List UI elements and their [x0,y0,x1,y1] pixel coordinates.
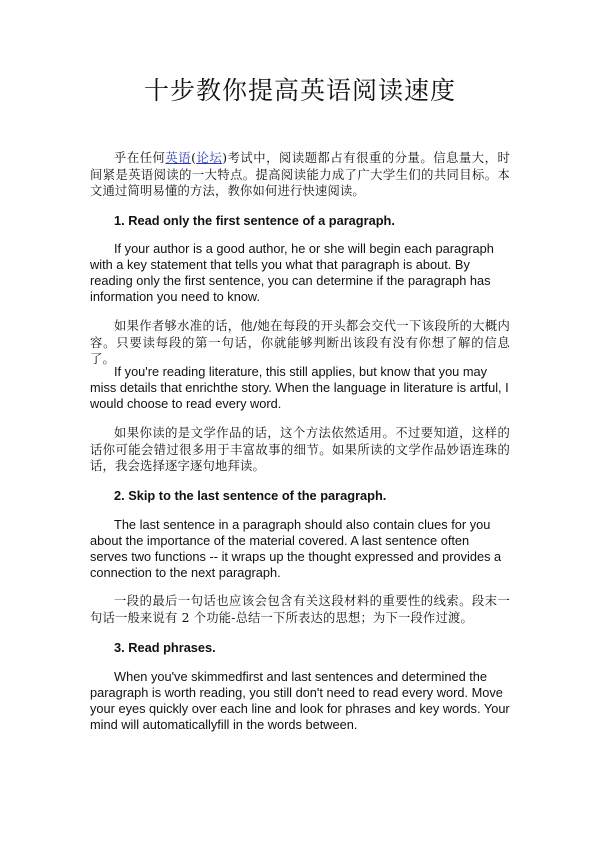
english-link[interactable]: 英语 [165,151,192,165]
section-2-paragraph-1: The last sentence in a paragraph should also contain clues for you about the importance of the material covered. A last sentence often serves two functions -- it wraps up the thought expressed and provides a connection to the next paragraph. [90,517,502,580]
section-2-paragraph-2: 一段的最后一句话也应该会包含有关这段材料的重要性的线索。段末一句话一般来说有 2 个功能-总结一下所表达的思想；为下一段作过渡。 [90,594,510,625]
forum-link[interactable]: 论坛 [196,151,223,165]
section-1-paragraph-3: If you're reading literature, this still applies, but know that you may miss details that enrichthe story. When the language in literature is artful, I would choose to read every word. [90,364,509,411]
section-2-heading: 2. Skip to the last sentence of the paragraph. [114,488,387,503]
section-1-paragraph-4: 如果你读的是文学作品的话，这个方法依然适用。不过要知道，这样的话你可能会错过很多用于丰富故事的细节。如果所读的文学作品妙语连珠的话，我会选择逐字逐句地拜读。 [90,426,510,473]
intro-paragraph [90,150,510,200]
intro-rest-text: 考试中，阅读题都占有很重的分量。信息量大，时间紧是英语阅读的一大特点。提高阅读能力成了广大学生们的共同目标。本文通过简明易懂的方法，教你如何进行快速阅读。 [90,151,511,198]
intro-lead-text: 乎在任何 [114,151,166,165]
section-3-heading: 3. Read phrases. [114,640,216,655]
section-3-paragraph-1: When you've skimmedfirst and last sentences and determined the paragraph is worth reading, you still don't need to read every word. Move your eyes quickly over each line and look for phrases and key words. Your mind will automaticallyfill in the words between. [90,669,510,732]
page-title: 十步教你提高英语阅读速度 [143,76,456,105]
section-1-paragraph-1: If your author is a good author, he or she will begin each paragraph with a key statement that tells you what that paragraph is about. By reading only the first sentence, you can determine if the paragraph has information you need to know. [90,241,494,304]
section-1-paragraph-2: 如果作者够水准的话，他/她在每段的开头都会交代一下该段所的大概内容。只要读每段的第一句话，你就能够判断出该段有没有你想了解的信息了。 [90,319,510,366]
section-1-heading: 1. Read only the first sentence of a paragraph. [114,213,395,228]
intro-paren-close: ) [222,151,228,165]
intro-paren-open: ( [191,151,197,165]
